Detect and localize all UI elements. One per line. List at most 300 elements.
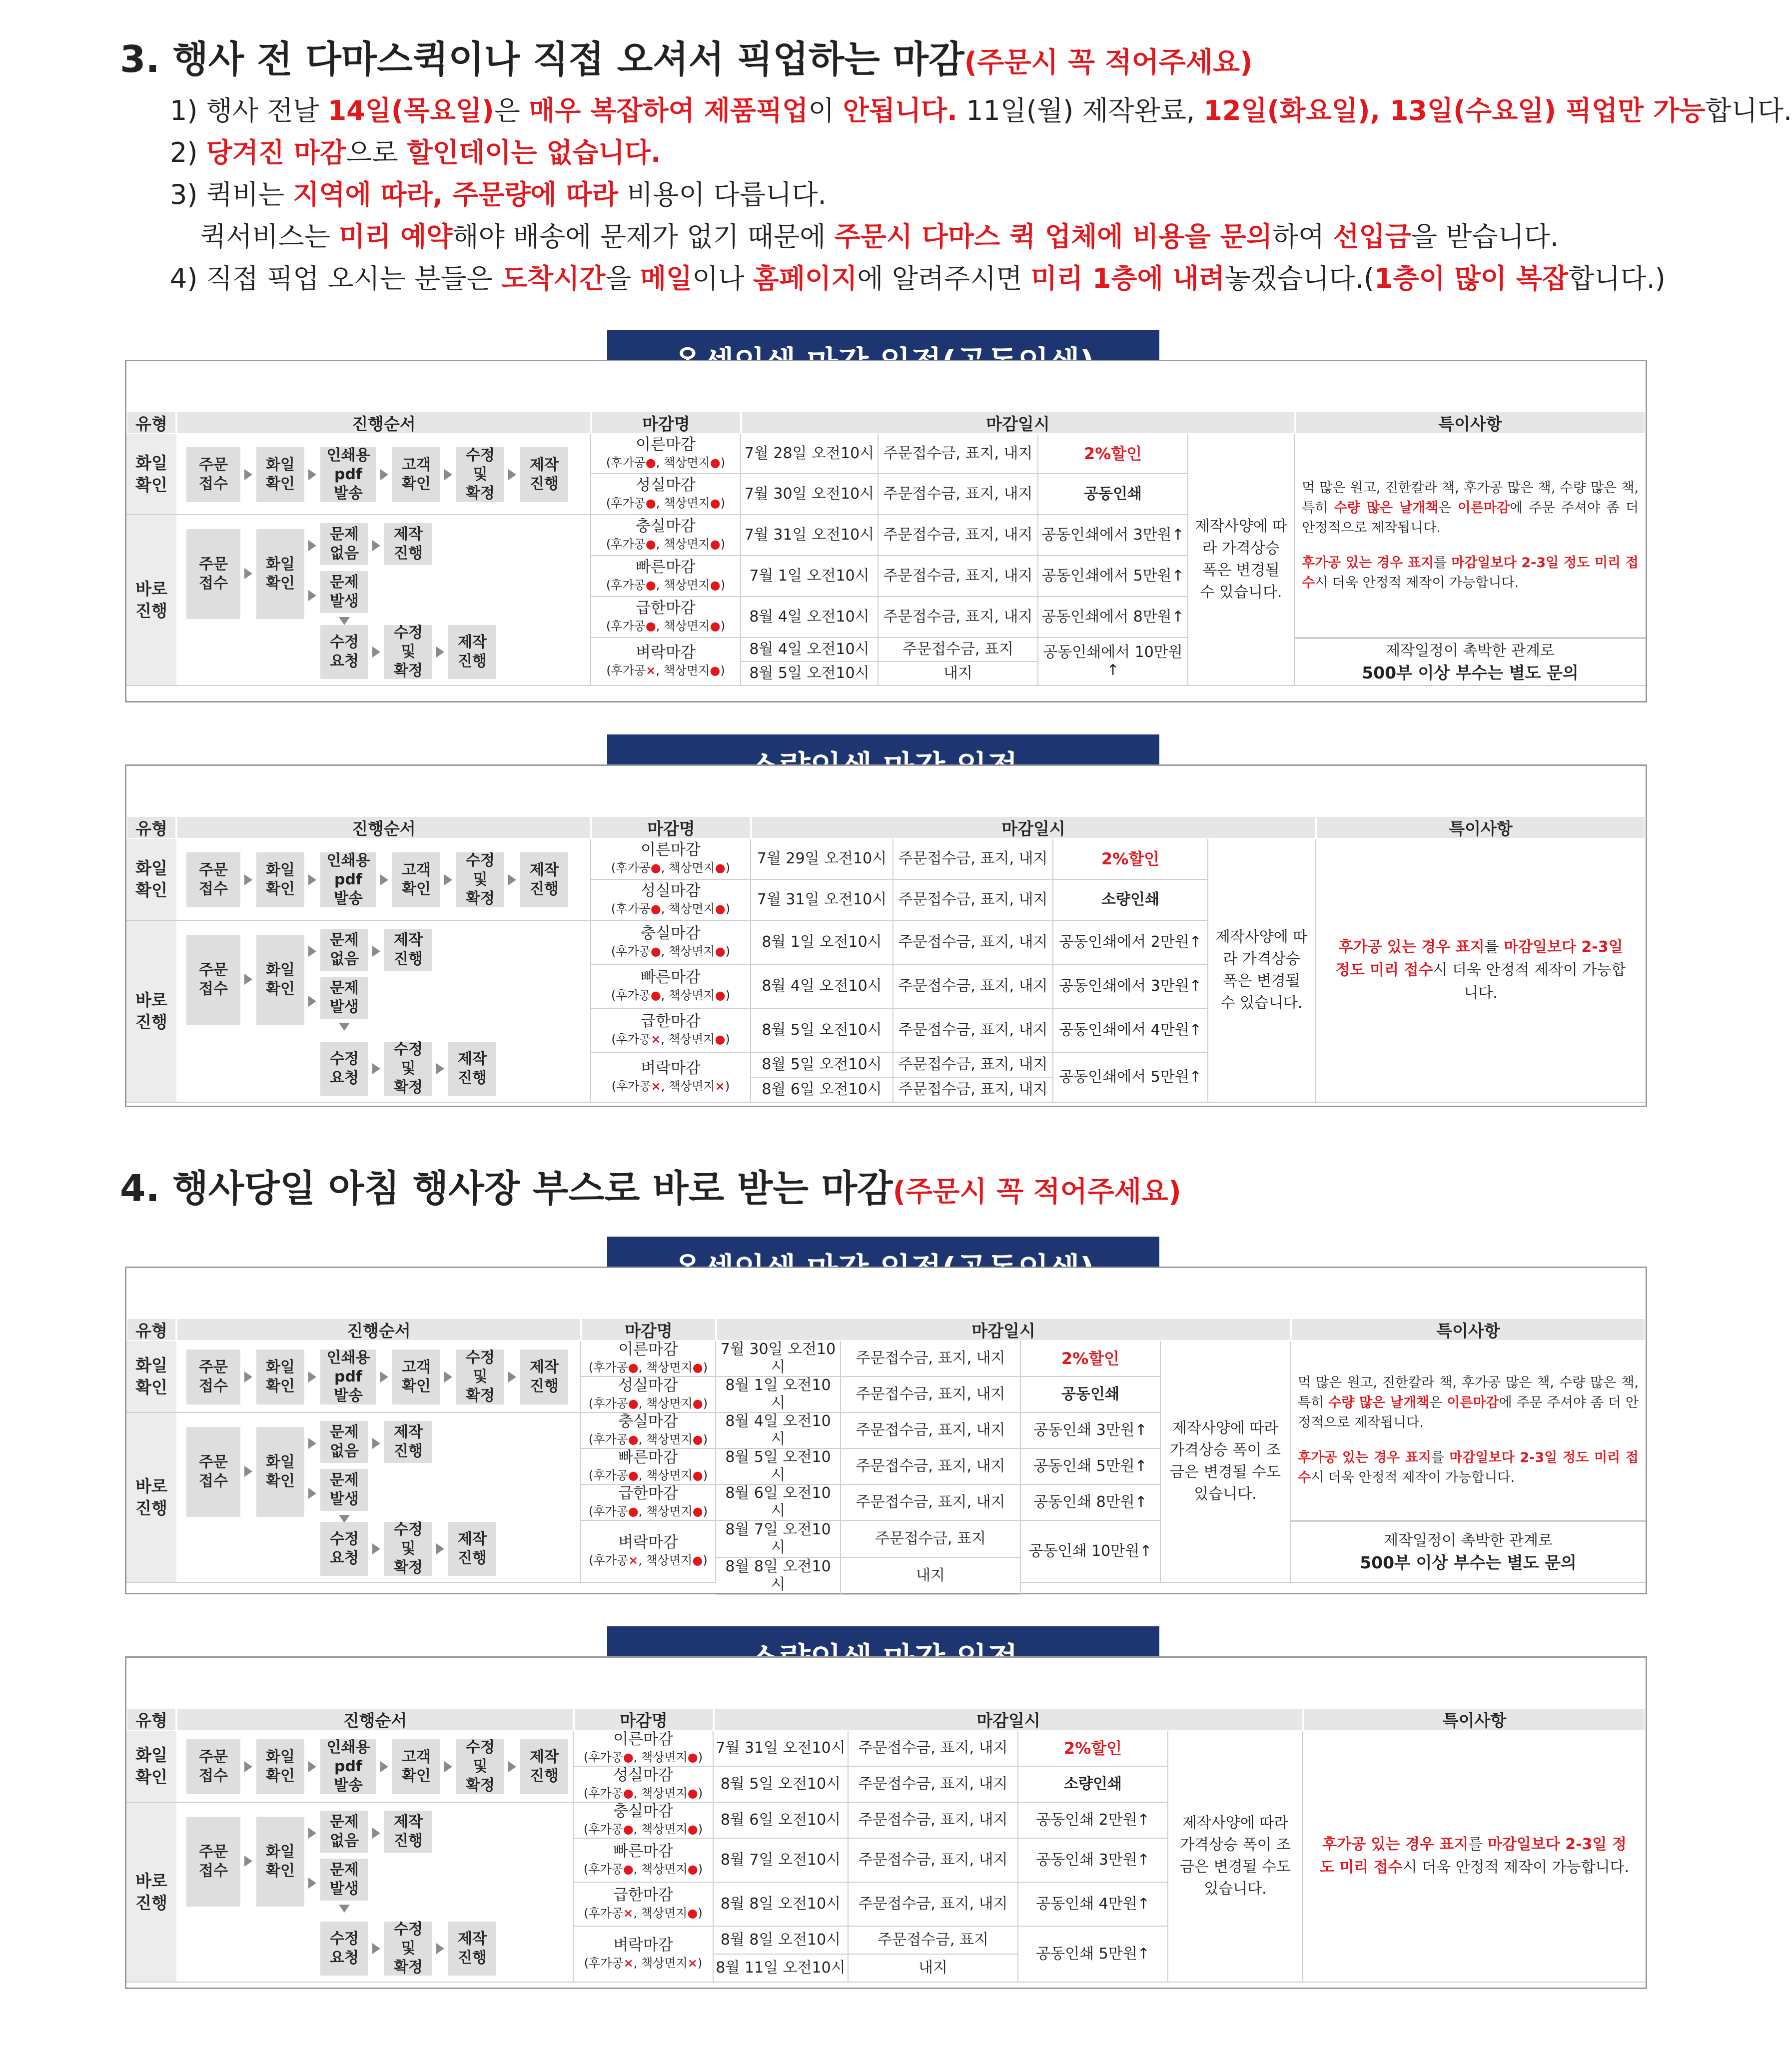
deadline-date: 8월 1일 오전10시 <box>751 921 894 965</box>
text-run: 후가공 있는 경우 표지 <box>1298 1450 1432 1465</box>
process-step-revise: 수정 및 확정 <box>384 1522 432 1576</box>
deadline-date: 8월 4일 오전10시 <box>716 1413 841 1449</box>
price-cell: 공동인쇄 <box>1038 474 1188 515</box>
condition-text: 후가공 <box>616 902 651 916</box>
dot-mark: ● <box>710 664 721 678</box>
text-run: 마감일보다 2-3일 정도 미리 접수 <box>1335 938 1623 979</box>
dot-mark: ● <box>687 1786 698 1800</box>
text-run: 미리 1층에 내려 <box>1030 263 1225 294</box>
text-run: 을 <box>605 263 640 294</box>
deadline-conditions: (후가공×, 책상면지×) <box>611 1079 730 1093</box>
header-process: 진행순서 <box>176 1708 574 1731</box>
remarks-main <box>1291 1341 1646 1521</box>
deadline-items: 주문접수금, 표지, 내지 <box>849 1767 1018 1803</box>
table-small-1 <box>125 764 1647 1107</box>
deadline-name: 벼락마감 <box>618 1533 678 1551</box>
text-run: 시 더욱 안정적 제작이 가능합니다. <box>1402 1859 1630 1876</box>
header-remarks: 특이사항 <box>1295 411 1646 434</box>
arrow-right-icon <box>436 1063 444 1074</box>
section3-title <box>120 30 1253 83</box>
dot-mark: ● <box>692 1553 703 1567</box>
dot-mark: ● <box>650 988 661 1002</box>
split-date-cell <box>751 1053 1053 1103</box>
text-run: 먹 많은 원고, 진한칼라 책, 후가공 많은 책, 수량 많은 책, 특히 <box>1302 480 1639 516</box>
text-run: 마감일보다 2-3일 정도 미리 접수 <box>1298 1450 1639 1485</box>
price-cell: 공동인쇄 10만원↑ <box>1021 1521 1161 1583</box>
process-step-pdf: 인쇄용 pdf 발송 <box>320 447 376 502</box>
dot-mark: ● <box>628 1504 639 1518</box>
price-cell: 공동인쇄에서 3만원↑ <box>1038 515 1188 556</box>
text-run: 를 <box>1434 555 1452 571</box>
text-run: 을 받습니다. <box>1411 221 1559 252</box>
x-mark: × <box>715 1079 725 1093</box>
text-run: 안됩니다. <box>843 95 957 126</box>
text-run: 1) 행사 전날 <box>170 95 328 126</box>
process-step-file: 화일 확인 <box>256 1739 304 1794</box>
text-run: 3) 퀵비는 <box>170 179 293 210</box>
process-file-check <box>176 839 591 921</box>
text-run: 합니다.) <box>1568 263 1666 294</box>
condition-text: 후가공 <box>589 1956 624 1970</box>
section4-title-text: 4. 행사당일 아침 행사장 부스로 바로 받는 마감 <box>120 1167 893 1210</box>
deadline-items: 주문접수금, 표지, 내지 <box>841 1413 1021 1449</box>
process-step-produce: 제작 진행 <box>384 1421 432 1463</box>
dot-mark: ● <box>692 1432 703 1446</box>
header-remarks: 특이사항 <box>1316 816 1646 839</box>
deadline-items: 주문접수금, 표지, 내지 <box>894 965 1053 1009</box>
condition-text: , 책상면지 <box>656 537 710 551</box>
deadline-name: 성실마감 <box>613 1766 673 1784</box>
deadline-items: 주문접수금, 표지, 내지 <box>894 1009 1053 1053</box>
process-step-noproblem: 문제 없음 <box>320 523 368 565</box>
process-step-produce: 제작 진행 <box>448 1922 496 1976</box>
deadline-date: 7월 30일 오전10시 <box>741 474 879 515</box>
dot-mark: ● <box>687 1822 698 1836</box>
process-direct <box>176 1803 574 1983</box>
note-line <box>170 216 1694 258</box>
deadline-conditions: (후가공●, 책상면지●) <box>583 1822 703 1836</box>
arrow-right-icon <box>372 1438 380 1449</box>
condition-text: , 책상면지 <box>661 1079 715 1093</box>
note-line <box>170 132 1694 174</box>
deadline-items: 주문접수금, 표지, 내지 <box>894 839 1053 880</box>
x-mark: × <box>646 664 656 678</box>
process-step-revise: 수정 및 확정 <box>456 1739 504 1794</box>
deadline-items: 주문접수금, 표지 <box>849 1927 1018 1955</box>
deadline-date: 8월 11일 오전10시 <box>714 1955 849 1983</box>
deadline-name-cell <box>591 556 741 597</box>
deadline-date: 7월 30일 오전10시 <box>716 1341 841 1377</box>
dot-mark: ● <box>715 1032 726 1046</box>
deadline-date: 8월 6일 오전10시 <box>716 1485 841 1521</box>
dot-mark: ● <box>623 1822 634 1836</box>
condition-text: 후가공 <box>616 1032 651 1046</box>
remarks-bulk <box>1295 638 1646 686</box>
deadline-conditions: (후가공●, 책상면지●) <box>588 1432 708 1446</box>
deadline-date: 8월 8일 오전10시 <box>714 1927 849 1955</box>
condition-text: , 책상면지 <box>638 1396 693 1410</box>
x-mark: × <box>687 1956 698 1970</box>
deadline-conditions: (후가공●, 책상면지●) <box>588 1468 708 1482</box>
process-step-customer: 고객 확인 <box>392 1739 440 1794</box>
deadline-name-cell <box>591 597 741 638</box>
price-cell: 소량인쇄 <box>1018 1767 1168 1803</box>
dot-mark: ● <box>710 537 721 551</box>
type-direct: 바로 진행 <box>126 1803 176 1983</box>
deadline-conditions: (후가공●, 책상면지●) <box>588 1504 708 1518</box>
remark-cover <box>1318 1833 1631 1879</box>
header-remarks: 특이사항 <box>1303 1708 1646 1731</box>
deadline-items: 주문접수금, 표지, 내지 <box>894 1078 1053 1103</box>
price-cell: 공동인쇄에서 5만원↑ <box>1053 1053 1208 1103</box>
header-process: 진행순서 <box>176 816 591 839</box>
dot-mark: ● <box>687 1906 698 1920</box>
deadline-name: 벼락마감 <box>636 644 696 662</box>
process-direct <box>176 515 591 686</box>
process-step-order: 주문 접수 <box>186 1427 240 1517</box>
remarks-main <box>1303 1731 1646 1983</box>
process-step-file: 화일 확인 <box>256 1817 304 1907</box>
dot-mark: ● <box>715 861 726 875</box>
deadline-conditions: (후가공●, 책상면지●) <box>606 496 726 510</box>
text-run: 마감일보다 2-3일 정도 미리 접수 <box>1319 1836 1627 1876</box>
arrow-right-icon <box>372 1063 380 1074</box>
section4-title <box>120 1159 1181 1212</box>
deadline-items: 주문접수금, 표지 <box>841 1521 1021 1558</box>
dot-mark: ● <box>650 861 661 875</box>
deadline-items: 주문접수금, 표지, 내지 <box>879 434 1038 474</box>
deadline-items: 주문접수금, 표지, 내지 <box>841 1485 1021 1521</box>
process-step-produce: 제작 진행 <box>448 1522 496 1576</box>
process-direct <box>176 1413 581 1583</box>
process-step-request: 수정 요청 <box>320 1922 368 1976</box>
condition-text: 후가공 <box>616 944 651 958</box>
deadline-conditions: (후가공●, 책상면지●) <box>583 1750 703 1764</box>
text-run: 지역에 따라, 주문량에 따라 <box>293 179 618 210</box>
text-run: 은 <box>1438 500 1458 516</box>
arrow-right-icon <box>372 946 380 957</box>
remark-volume <box>1302 478 1639 538</box>
process-step-order: 주문 접수 <box>186 935 240 1025</box>
header-deadline-date: 마감일시 <box>741 411 1295 434</box>
deadline-name-cell <box>591 474 741 515</box>
arrow-right-icon <box>372 647 380 658</box>
header-process: 진행순서 <box>176 411 591 434</box>
price-cell: 공동인쇄 2만원↑ <box>1018 1803 1168 1839</box>
deadline-name-cell <box>574 1731 714 1767</box>
condition-text: , 책상면지 <box>661 944 715 958</box>
deadline-name-cell <box>574 1839 714 1883</box>
deadline-conditions: (후가공●, 책상면지●) <box>606 578 726 592</box>
arrow-right-icon <box>308 874 316 885</box>
arrow-right-icon <box>380 874 388 885</box>
note-line <box>170 258 1694 300</box>
dot-mark: ● <box>687 1862 698 1876</box>
condition-text: , 책상면지 <box>633 1862 688 1876</box>
deadline-items: 주문접수금, 표지, 내지 <box>841 1377 1021 1413</box>
section4-note: (주문시 꼭 적어주세요) <box>893 1176 1181 1208</box>
condition-text: 후가공 <box>588 1750 623 1764</box>
x-mark: × <box>651 1079 661 1093</box>
dot-mark: ● <box>715 988 726 1002</box>
deadline-date: 8월 4일 오전10시 <box>741 597 879 638</box>
text-run: 당겨진 마감 <box>206 137 346 168</box>
arrow-right-icon <box>308 590 316 601</box>
process-step-problem: 문제 발생 <box>320 1859 368 1901</box>
process-step-pdf: 인쇄용 pdf 발송 <box>320 1350 376 1404</box>
deadline-date: 8월 5일 오전10시 <box>741 662 879 686</box>
remark-bulk-inquiry: 500부 이상 부수는 별도 문의 <box>1362 663 1579 683</box>
price-change-note: 제작사양에 따라 가격상승 폭이 조금은 변경될 수도 있습니다. <box>1168 1731 1303 1983</box>
dot-mark: ● <box>692 1504 703 1518</box>
dot-mark: ● <box>623 1750 634 1764</box>
process-step-file: 화일 확인 <box>256 447 304 502</box>
deadline-items: 주문접수금, 표지, 내지 <box>849 1839 1018 1883</box>
dot-mark: ● <box>715 944 726 958</box>
process-step-problem: 문제 발생 <box>320 571 368 613</box>
deadline-name-cell <box>574 1767 714 1803</box>
price-change-note: 제작사양에 따라 가격상승 폭이 조금은 변경될 수도 있습니다. <box>1161 1341 1291 1583</box>
deadline-date: 8월 8일 오전10시 <box>716 1558 841 1595</box>
dot-mark: ● <box>645 537 656 551</box>
header-deadline-name: 마감명 <box>591 411 741 434</box>
deadline-name: 벼락마감 <box>613 1936 673 1954</box>
deadline-items: 내지 <box>879 662 1038 686</box>
dot-mark: ● <box>710 456 721 470</box>
arrow-right-icon <box>444 1371 452 1382</box>
text-run: 놓겠습니다.( <box>1224 263 1374 294</box>
text-run: 수량 많은 날개책 <box>1334 500 1439 516</box>
process-step-produce: 제작 진행 <box>520 852 568 907</box>
deadline-date: 7월 28일 오전10시 <box>741 434 879 474</box>
arrow-right-icon <box>380 1371 388 1382</box>
condition-text: 후가공 <box>611 664 646 678</box>
arrow-right-icon <box>308 1828 316 1839</box>
text-run: 선입금 <box>1333 221 1411 252</box>
type-file-check: 화일 확인 <box>126 1731 176 1803</box>
process-step-pdf: 인쇄용 pdf 발송 <box>320 852 376 907</box>
remark-cover <box>1298 1448 1639 1488</box>
deadline-name-cell <box>581 1341 716 1377</box>
text-run: 를 <box>1431 1450 1450 1465</box>
text-run: 4) 직접 픽업 오시는 분들은 <box>170 263 501 294</box>
deadline-conditions: (후가공●, 책상면지●) <box>606 619 726 633</box>
arrow-right-icon <box>372 1943 380 1954</box>
condition-text: 후가공 <box>611 496 646 510</box>
arrow-right-icon <box>244 469 252 480</box>
section3-title-text: 3. 행사 전 다마스퀵이나 직접 오셔서 픽업하는 마감 <box>120 38 964 81</box>
deadline-date: 8월 7일 오전10시 <box>716 1521 841 1558</box>
arrow-right-icon <box>244 974 252 985</box>
condition-text: 후가공 <box>611 456 646 470</box>
deadline-name: 충실마감 <box>613 1802 673 1820</box>
header-deadline-date: 마감일시 <box>716 1318 1291 1341</box>
arrow-right-icon <box>372 540 380 551</box>
deadline-name: 성실마감 <box>641 882 701 900</box>
process-step-produce: 제작 진행 <box>448 625 496 679</box>
remark-cover <box>1331 936 1631 1005</box>
deadline-name: 충실마감 <box>618 1412 678 1430</box>
text-run: 비용이 다릅니다. <box>618 179 827 210</box>
deadline-name: 충실마감 <box>636 517 696 535</box>
condition-text: , 책상면지 <box>661 861 715 875</box>
deadline-name-cell <box>574 1883 714 1927</box>
deadline-date: 8월 5일 오전10시 <box>751 1053 894 1078</box>
arrow-right-icon <box>308 1371 316 1382</box>
arrow-right-icon <box>244 1856 252 1867</box>
deadline-items: 내지 <box>849 1955 1018 1983</box>
text-run: 이 <box>808 95 843 126</box>
arrow-right-icon <box>308 946 316 957</box>
deadline-date: 8월 4일 오전10시 <box>751 965 894 1009</box>
text-run: 에 알려주시면 <box>857 263 1031 294</box>
remarks-main <box>1295 434 1646 638</box>
deadline-date: 7월 31일 오전10시 <box>751 880 894 921</box>
arrow-right-icon <box>244 1466 252 1477</box>
remark-urgent: 제작일정이 촉박한 관계로 <box>1384 1532 1553 1549</box>
deadline-name: 성실마감 <box>636 476 696 494</box>
deadline-items: 내지 <box>841 1558 1021 1595</box>
process-step-noproblem: 문제 없음 <box>320 929 368 971</box>
deadline-date: 7월 1일 오전10시 <box>741 556 879 597</box>
arrow-right-icon <box>436 647 444 658</box>
dot-mark: ● <box>710 619 721 633</box>
deadline-date: 8월 5일 오전10시 <box>751 1009 894 1053</box>
deadline-conditions: (후가공×, 책상면지●) <box>584 1906 703 1920</box>
dot-mark: ● <box>645 456 656 470</box>
text-run: 홈페이지 <box>753 263 858 294</box>
text-run: 에 주문 주셔야 좀 더 안정적으로 제작됩니다. <box>1298 1395 1639 1430</box>
deadline-items: 주문접수금, 표지, 내지 <box>879 556 1038 597</box>
process-step-order: 주문 접수 <box>186 1350 240 1404</box>
arrow-right-icon <box>380 469 388 480</box>
deadline-date: 7월 31일 오전10시 <box>741 515 879 556</box>
condition-text: , 책상면지 <box>656 456 710 470</box>
text-run: 2) <box>170 137 206 168</box>
header-remarks: 특이사항 <box>1291 1318 1646 1341</box>
deadline-items: 주문접수금, 표지, 내지 <box>849 1883 1018 1927</box>
process-step-request: 수정 요청 <box>320 1042 368 1096</box>
price-cell: 2%할인 <box>1038 434 1188 474</box>
remark-volume <box>1298 1373 1639 1433</box>
deadline-name-cell <box>591 1053 751 1103</box>
deadline-items: 주문접수금, 표지, 내지 <box>894 880 1053 921</box>
remark-spacer <box>1302 538 1639 553</box>
price-cell: 공동인쇄 <box>1021 1377 1161 1413</box>
deadline-items: 주문접수금, 표지, 내지 <box>879 515 1038 556</box>
remark-bulk-inquiry: 500부 이상 부수는 별도 문의 <box>1360 1553 1577 1572</box>
type-direct: 바로 진행 <box>126 921 176 1103</box>
price-cell: 공동인쇄에서 10만원↑ <box>1038 638 1188 686</box>
text-run: 시 더욱 안정적 제작이 가능합니다. <box>1311 1470 1515 1485</box>
deadline-name: 급한마감 <box>618 1484 678 1502</box>
deadline-conditions: (후가공●, 책상면지●) <box>611 902 731 916</box>
condition-text: 후가공 <box>588 1786 623 1800</box>
dot-mark: ● <box>645 619 656 633</box>
dot-mark: ● <box>623 1862 634 1876</box>
deadline-items: 주문접수금, 표지 <box>879 638 1038 662</box>
deadline-name-cell <box>581 1449 716 1485</box>
text-run: 1층이 많이 복잡 <box>1374 263 1569 294</box>
price-cell: 공동인쇄에서 2만원↑ <box>1053 921 1208 965</box>
condition-text: 후가공 <box>593 1504 628 1518</box>
type-file-check: 화일 확인 <box>126 1341 176 1413</box>
process-step-produce: 제작 진행 <box>384 929 432 971</box>
text-run: 시 더욱 안정적 제작이 가능합니다. <box>1433 961 1626 1002</box>
condition-text: 후가공 <box>593 1468 628 1482</box>
process-step-order: 주문 접수 <box>186 1739 240 1794</box>
condition-text: , 책상면지 <box>633 1750 688 1764</box>
dot-mark: ● <box>692 1468 703 1482</box>
schedule-grid <box>126 1318 1646 1593</box>
header-deadline-name: 마감명 <box>581 1318 716 1341</box>
deadline-name: 급한마감 <box>636 599 696 617</box>
condition-text: , 책상면지 <box>656 664 710 678</box>
condition-text: , 책상면지 <box>633 1822 688 1836</box>
header-type: 유형 <box>126 1708 176 1731</box>
condition-text: 후가공 <box>588 1862 623 1876</box>
header-deadline-name: 마감명 <box>574 1708 714 1731</box>
arrow-right-icon <box>380 1761 388 1772</box>
deadline-name-cell <box>591 434 741 474</box>
note-line <box>170 90 1792 132</box>
deadline-name-cell <box>591 880 751 921</box>
text-run: 마감일보다 2-3일 정도 미리 접수 <box>1302 555 1639 591</box>
condition-text: 후가공 <box>593 1361 628 1374</box>
arrow-right-icon <box>508 874 516 885</box>
deadline-name: 이른마감 <box>641 841 701 859</box>
deadline-name: 이른마감 <box>613 1730 673 1748</box>
deadline-conditions: (후가공●, 책상면지●) <box>588 1396 708 1410</box>
arrow-right-icon <box>244 1761 252 1772</box>
arrow-right-icon <box>444 874 452 885</box>
deadline-date: 8월 7일 오전10시 <box>714 1839 849 1883</box>
dot-mark: ● <box>650 902 661 916</box>
deadline-conditions: (후가공×, 책상면지×) <box>584 1956 703 1970</box>
text-run: 에 주문 주셔야 좀 더 안정적으로 제작됩니다. <box>1302 500 1639 536</box>
header-deadline-date: 마감일시 <box>751 816 1316 839</box>
deadline-name: 빠른마감 <box>613 1842 673 1860</box>
header-type: 유형 <box>126 816 176 839</box>
deadline-conditions: (후가공×, 책상면지●) <box>589 1553 708 1567</box>
arrow-right-icon <box>244 874 252 885</box>
arrow-right-icon <box>508 1761 516 1772</box>
text-run: 할인데이는 없습니다. <box>406 137 661 168</box>
text-run: 은 <box>1429 1395 1447 1410</box>
price-change-note: 제작사양에 따라 가격상승 폭은 변경될 수 있습니다. <box>1208 839 1316 1103</box>
arrow-right-icon <box>308 469 316 480</box>
arrow-right-icon <box>308 996 316 1007</box>
condition-text: 후가공 <box>593 1432 628 1446</box>
process-direct <box>176 921 591 1103</box>
arrow-right-icon <box>308 1878 316 1889</box>
deadline-conditions: (후가공●, 책상면지●) <box>611 988 731 1002</box>
arrow-right-icon <box>308 1761 316 1772</box>
process-step-noproblem: 문제 없음 <box>320 1421 368 1463</box>
dot-mark: ● <box>710 578 721 592</box>
deadline-date: 8월 6일 오전10시 <box>714 1803 849 1839</box>
deadline-name-cell <box>591 839 751 880</box>
text-run: 이나 <box>692 263 753 294</box>
arrow-down-icon <box>339 1023 350 1031</box>
x-mark: × <box>623 1956 634 1970</box>
split-date-cell <box>716 1521 1021 1593</box>
price-cell: 2%할인 <box>1018 1731 1168 1767</box>
dot-mark: ● <box>645 578 656 592</box>
process-step-order: 주문 접수 <box>186 447 240 502</box>
deadline-conditions: (후가공●, 책상면지●) <box>611 944 731 958</box>
type-file-check: 화일 확인 <box>126 434 176 515</box>
